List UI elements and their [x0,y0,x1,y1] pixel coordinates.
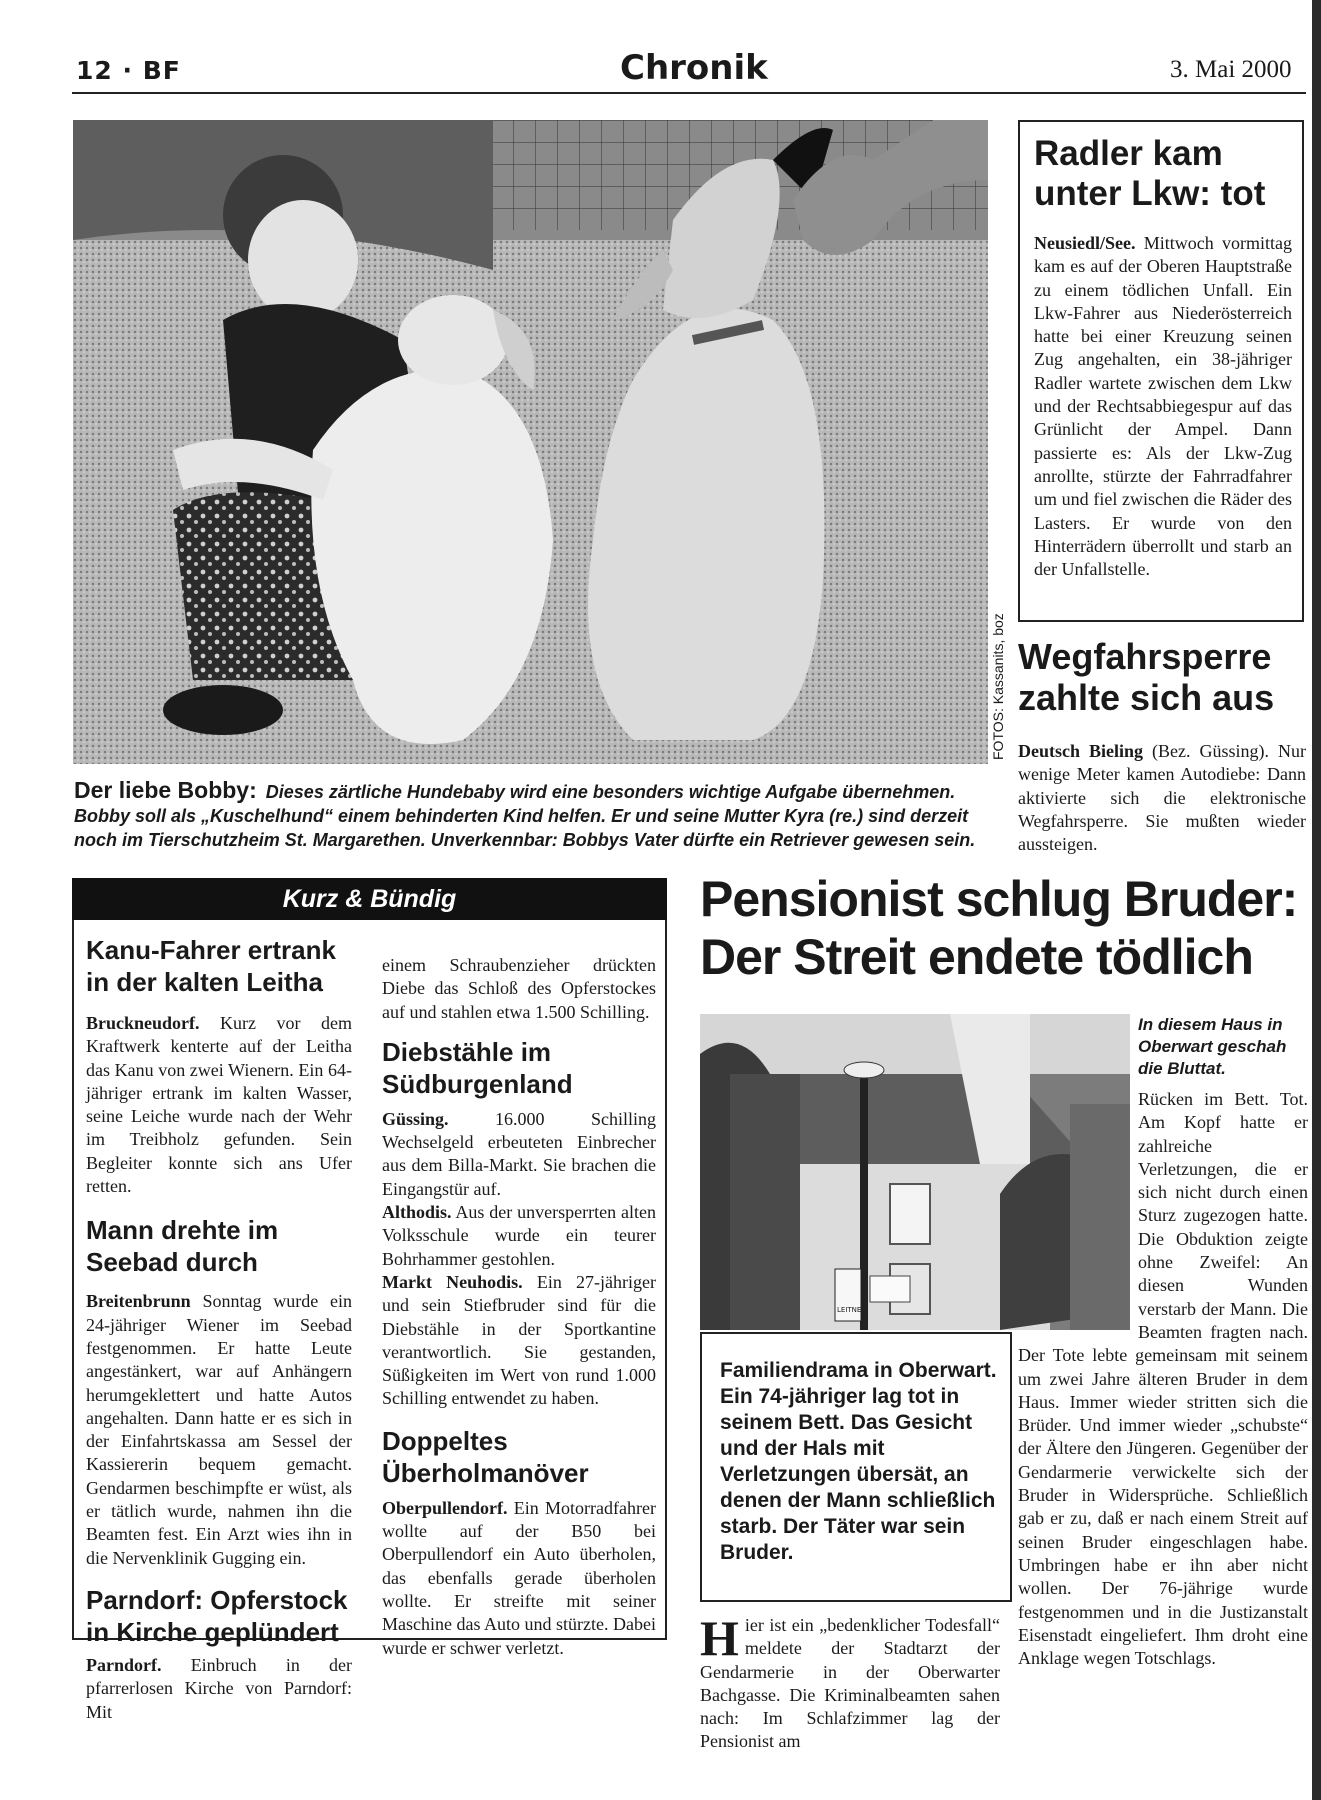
kurz-item-body [382,1201,656,1271]
kurz-buendig-title: Kurz & Bündig [72,878,667,920]
kurz-item-place: Güssing. [382,1108,449,1129]
kurz-item-place: Breitenbrunn [86,1291,191,1312]
kurz-item-text: Aus der unversperrten alten Volksschule wurde ein teurer Bohrhammer gestohlen. [382,1202,656,1269]
radler-body [1034,232,1292,581]
kurz-item-place: Bruckneudorf. [86,1013,200,1033]
kurz-column-right [382,954,656,1660]
house-sign-text: LEITNER [837,1306,867,1314]
kurz-item-body [86,1654,352,1724]
radler-headline: Radler kam unter Lkw: tot [1034,134,1266,214]
familiendrama-box [700,1332,1012,1602]
kurz-item-headline: Doppeltes Überholmanöver [382,1425,589,1488]
radler-place: Neusiedl/See. [1034,233,1136,253]
text-wrap-spacer [1018,1088,1138,1340]
dropcap: H [700,1610,739,1666]
kurz-item-text: Kurz vor dem Kraftwerk kenterte auf der Leitha das Kanu von zwei Wienern. Ein 64-jähriger ertrank im kalten Wasser, seine Leiche wurde nach der Wehr im Treibholz gefunden. Sein Begleiter konnte sich ans Ufer retten. [86,1013,353,1197]
kurz-item-headline: Diebstähle im Südburgenland [382,1036,573,1099]
kurz-item-place: Oberpullendorf. [382,1497,508,1518]
kurz-item-place: Markt Neuhodis. [382,1271,523,1292]
radler-article [1018,120,1304,622]
kurz-item-body [382,1497,656,1660]
radler-text: Mittwoch vormittag kam es auf der Oberen Hauptstraße zu einem tödlichen Unfall. Ein Lkw-Fahrer aus Niederösterreich hatte bei einer Kreuzung seinen Zug angehalten, ein 38-jähriger Radler wartete zwischen dem Lkw und der Rechtsabbiegespur auf das Grünlicht der Ampel. Dann passierte es: Als der Lkw-Zug anrollte, stürzte der Fahrradfahrer um und fiel zwischen die Räder des Lasters. Er wurde von den Hinterrädern überrollt und starb an der Unfallstelle. [1034,233,1293,580]
wegfahrsperre-place: Deutsch Bieling [1018,741,1144,761]
dogs-photo [73,120,988,764]
kurz-item-headline: Mann drehte im Seebad durch [86,1215,279,1278]
scan-edge [1312,0,1321,1800]
page-number: 12 · BF [76,56,181,85]
photo-caption [74,778,994,852]
kurz-item-body [382,954,656,1024]
header-rule [72,92,1306,94]
wegfahrsperre-headline: Wegfahrsperre zahlte sich aus [1018,636,1275,719]
pensionist-right-text: Rücken im Bett. Tot. Am Kopf hatte er zahlreiche Verletzungen, die er sich nicht durch einen Sturz zugezogen hatte. Die Obduktion zeigte ohne Zweifel: An diesen Wunden verstarb der Mann. Die Beamten fragten nach. Der Tote lebte gemeinsam mit seinem um zwei Jahre älteren Bruder in dem Haus. Immer wieder stritten sich die Brüder. Und immer wieder „schubste“ der Ältere den Jüngeren. Gegenüber der Gendarmerie verwickelte sich der Bruder in Widersprüche. Schließlich gab er zu, daß er nach einem Streit auf seinen Bruder eingeschlagen habe. Umbringen habe er ihn aber nicht wollen. Der 76-jährige wurde festgenommen und in die Justizanstalt Eisenstadt eingeliefert. Ihm droht eine Anklage wegen Totschlags. [1018,1089,1308,1669]
kurz-item-headline: Parndorf: Opferstock in Kirche geplündert [86,1584,348,1647]
wegfahrsperre-body [1018,740,1306,856]
kurz-item-body [86,1012,352,1198]
kurz-item-text: Ein 27-jähriger und sein Stiefbruder sind für die Diebstähle in der Sportkantine verantwortlich. Sie gestanden, Süßigkeiten im Wert von rund 1.000 Schilling entwendet zu haben. [382,1271,656,1409]
dogs-photo-illustration [73,120,988,764]
section-title: Chronik [620,48,768,88]
kurz-item-text: Ein Motorradfahrer wollte auf der B50 bei Oberpullendorf ein Auto überholen, das ebenfalls gerade überholen wollte. Er streifte mit seiner Maschine das Auto und stürzte. Dabei wurde er schwer verletzt. [382,1497,656,1658]
pensionist-lead [700,1610,1000,1754]
kurz-item-body [86,1290,352,1570]
issue-date: 3. Mai 2000 [1170,56,1292,83]
kurz-item-text: Sonntag wurde ein 24-jähriger Wiener im Seebad festgenommen. Er hatte Leute angestänkert, war auf Anhängern herumgeklettert und hatte Autos angehalten. Dann hatte er es sich in der Einfahrtskassa am Sessel der Kassiererin bequem gemacht. Gendarmen beschimpfte er wüst, als er tätlich wurde, nahmen ihn die Beamten fest. Ein Arzt wies ihn in die Nervenklinik Gugging ein. [86,1291,352,1568]
pensionist-right-column [1018,1088,1308,1670]
kurz-item-place: Althodis. [382,1202,452,1223]
kurz-item-text: 16.000 Schilling Wechselgeld erbeuteten Einbrecher aus dem Billa-Markt. Sie brachen die Eingangstür auf. [382,1108,656,1199]
house-caption: In diesem Haus in Oberwart geschah die Bluttat. [1138,1015,1287,1078]
kurz-item-body [382,1271,656,1411]
photo-credit: FOTOS: Kassanits, boz [990,613,1006,760]
kurz-item-text: einem Schraubenzieher drückten Diebe das Schloß des Opferstockes auf und stahlen etwa 1.500 Schilling. [382,955,656,1022]
pensionist-headline: Pensionist schlug Bruder: Der Streit endete tödlich [700,871,1298,985]
pensionist-lead-text: ier ist ein „bedenklicher Todesfall“ meldete der Stadtarzt der Gendarmerie in der Oberwarter Bachgasse. Die Kriminalbeamten sahen nach: Im Schlafzimmer lag der Pensionist am [700,1615,1000,1752]
kurz-item-text: Einbruch in der pfarrerlosen Kirche von Parndorf: Mit [86,1654,353,1722]
wegfahrsperre-text: (Bez. Güssing). Nur wenige Meter kamen Autodiebe: Dann aktivierte sich die elektronische Wegfahrsperre. Sie mußten wieder aussteigen. [1018,741,1306,855]
caption-lead: Der liebe Bobby: [74,777,257,803]
kurz-column-left [86,934,352,1724]
kurz-item-body [382,1108,656,1201]
kurz-item-place: Parndorf. [86,1654,162,1675]
kurz-item-headline: Kanu-Fahrer ertrank in der kalten Leitha [86,935,336,997]
familiendrama-text: Familiendrama in Oberwart. Ein 74-jähriger lag tot in seinem Bett. Das Gesicht und der Hals mit Verletzungen übersät, an denen der Mann schließlich starb. Der Täter war sein Bruder. [720,1359,997,1564]
caption-text: Dieses zärtliche Hundebaby wird eine besonders wichtige Aufgabe übernehmen. Bobby soll als „Kuschelhund“ einem behinderten Kind helfen. Er und seine Mutter Kyra (re.) sind derzeit noch im Tierschutzheim St. Margarethen. Unverkennbar: Bobbys Vater dürfte ein Retriever gewesen sein. [74,782,976,850]
